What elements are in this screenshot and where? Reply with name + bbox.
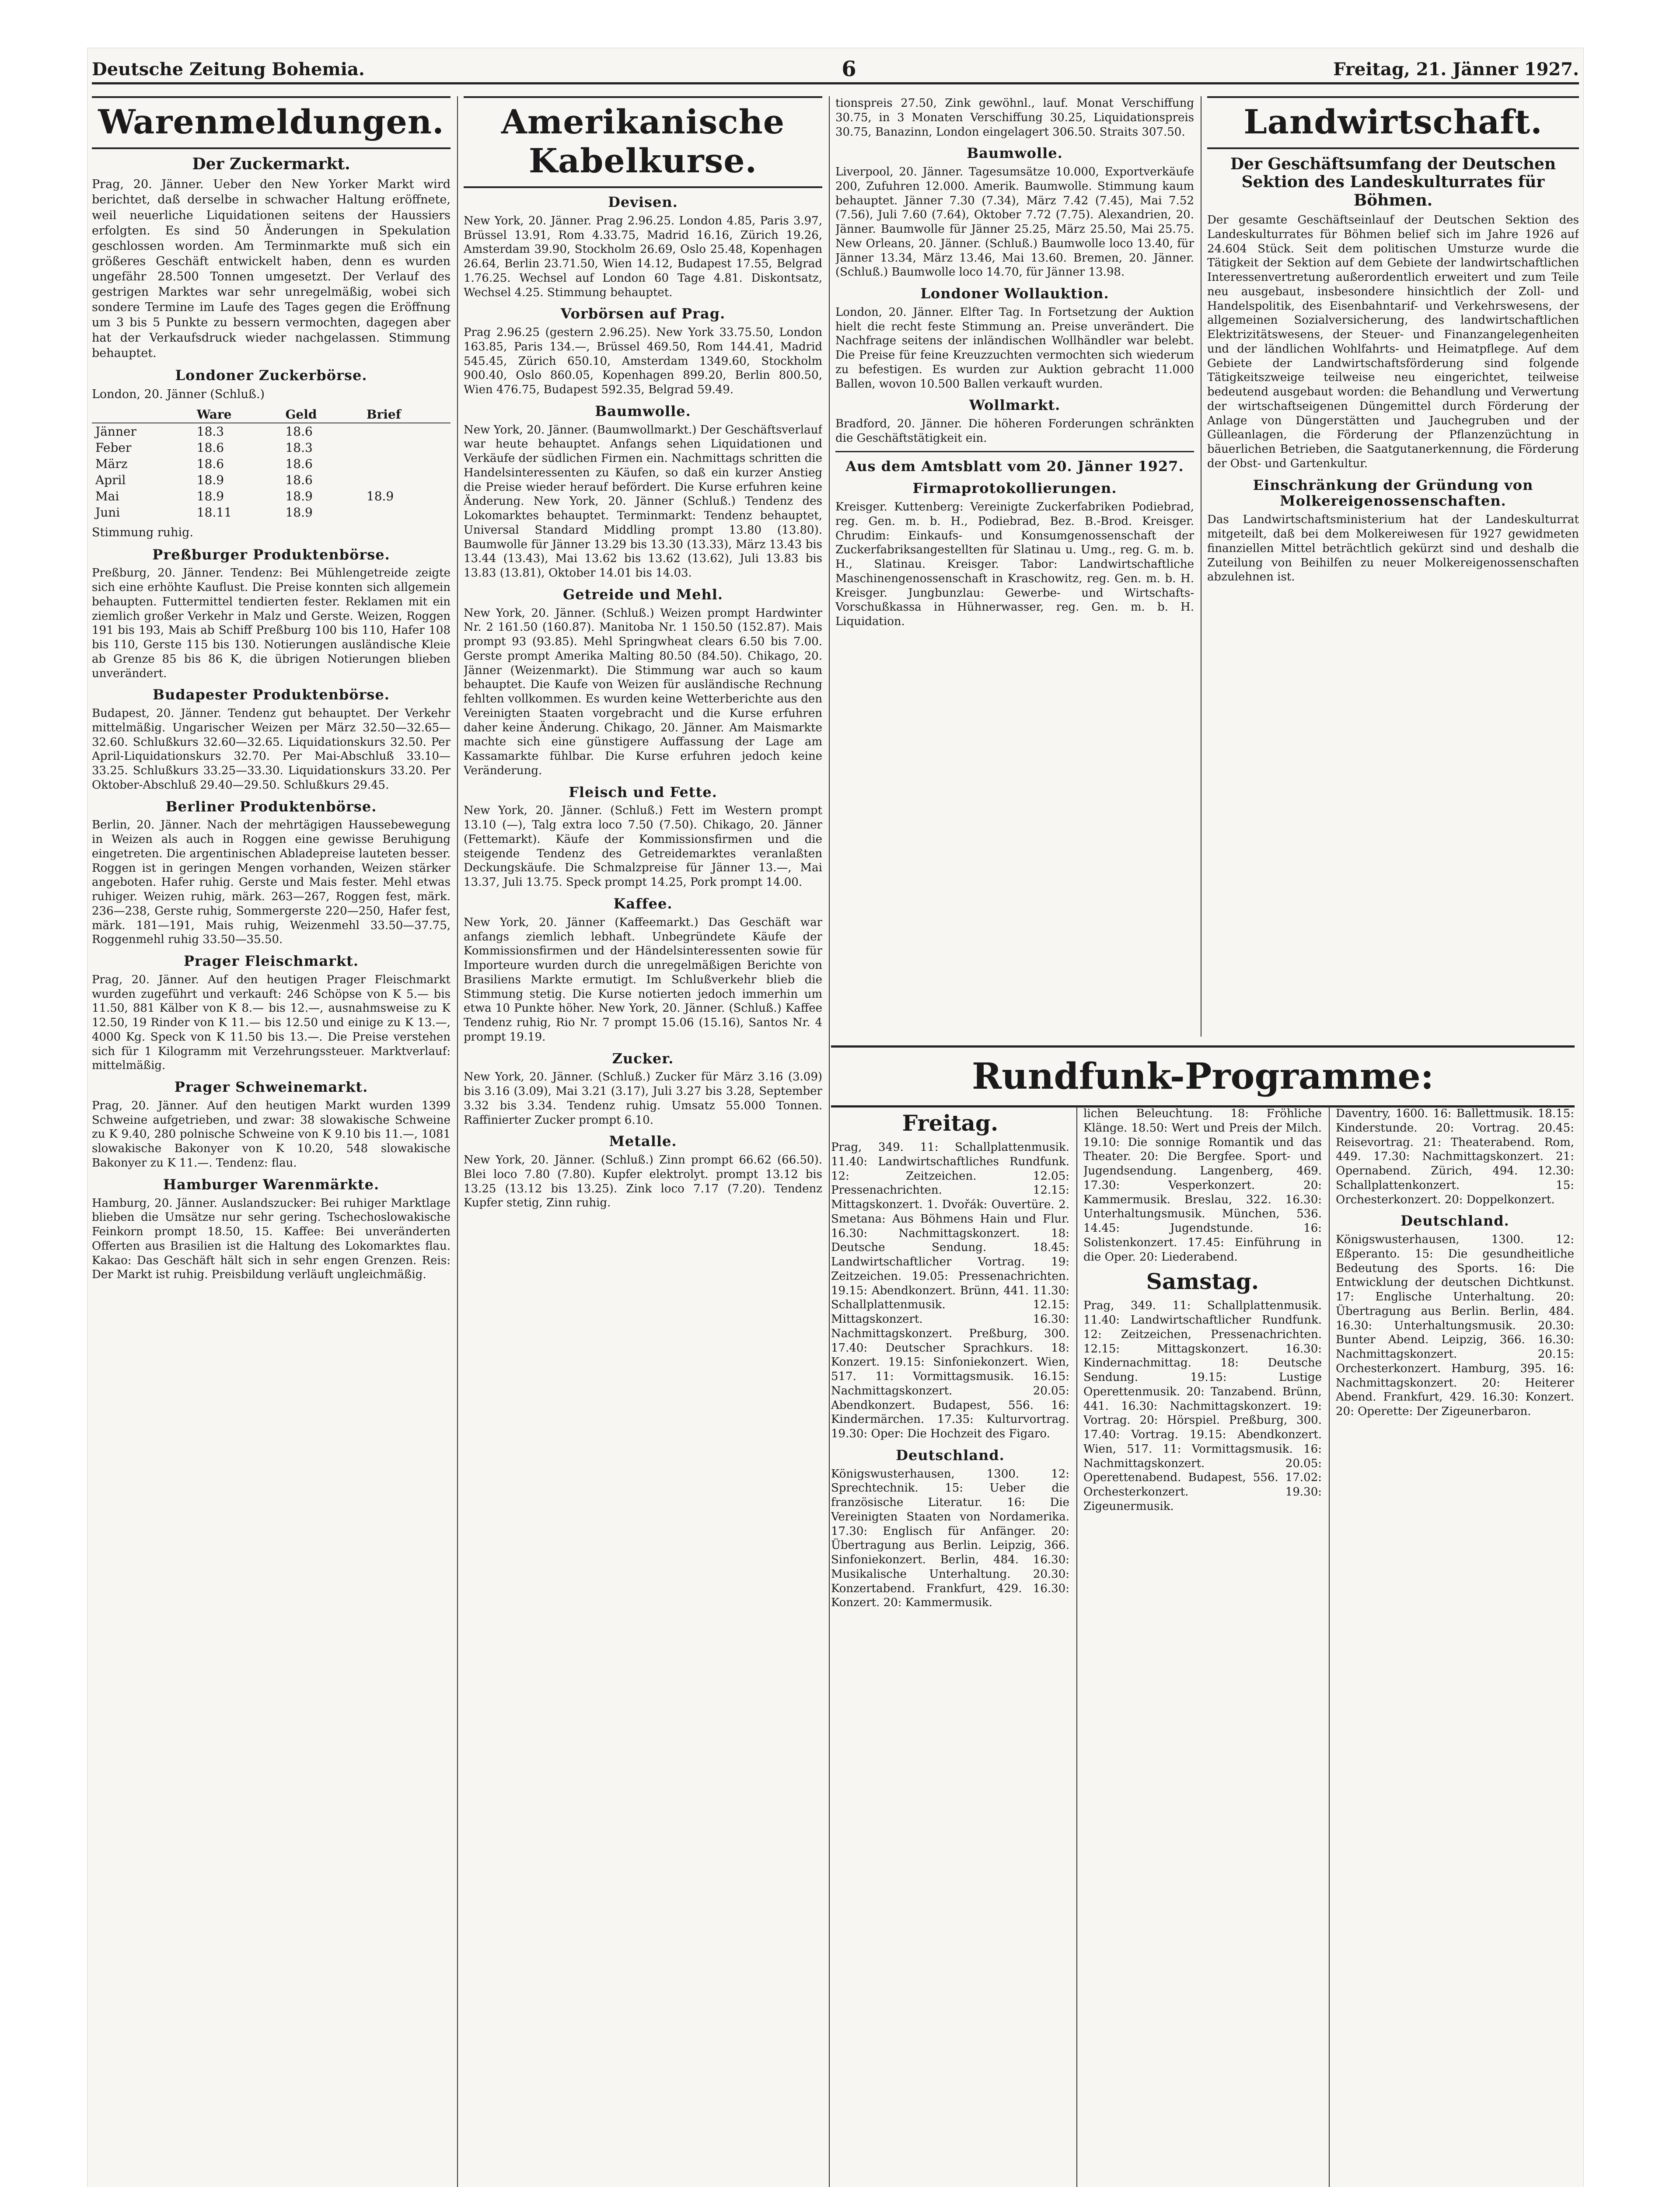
subhead-wollmarkt: Wollmarkt. xyxy=(969,397,1061,414)
rundfunk-column-middle xyxy=(1083,1107,1322,2187)
table-header: Ware xyxy=(193,406,282,423)
program-listing: Königswusterhausen, 1300. 12: Sprechtechnik. 15: Ueber die französische Literatur. 16: Die Vereinigten Staaten von Nordamerika. 17.30: Englisch für Anfänger. 20: Übertragung aus Berlin. Leipzig, 366. Sinfoniekonzert. Berlin, 484. 16.30: Musikalische Unterhaltung. 20.30: Konzertabend. Frankfurt, 429. 16.30: Konzert. 20: Kammermusik. xyxy=(831,1467,1069,1610)
article-prager-fleischmarkt: Prag, 20. Jänner. Auf den heutigen Prager Fleischmarkt wurden zugeführt und verkauft: 246 Schöpse von K 5.— bis 11.50, 881 Kälber von K 8.— bis 12.—, ausnahmsweise zu K 12.50, 19 Rinder von K 11.— bis 12.50 und einige zu K 13.—, 4000 Kg. Speck von K 11.50 bis 13.—. Die Preise verstehen sich für 1 Kilogramm mit Verzehrungssteuer. Marktverlauf: mittelmäßig. xyxy=(92,973,451,1073)
subhead-metalle: Metalle. xyxy=(609,1133,677,1150)
london-price-table xyxy=(92,406,451,521)
subhead-deutschland: Deutschland. xyxy=(896,1446,1005,1464)
article-fleisch-fette: New York, 20. Jänner. (Schluß.) Fett im Western prompt 13.10 (—), Talg extra loco 7.50 (7.50). Chikago, 20. Jänner (Fettemarkt). Käufe der Kommissionsfirmen und die steigende Tendenz des Getreidemarktes veranlaßten Deckungskäufe. Die Schmalzpreise für Jänner 13.—, Mai 13.37, Juli 13.75. Speck prompt 14.25, Pork prompt 14.00. xyxy=(464,804,822,889)
article-pressburg: Preßburg, 20. Jänner. Tendenz: Bei Mühlengetreide zeigte sich eine erhöhte Kauflust. Die Preise konnten sich allgemein behaupten. Futtermittel tendierten fester. Reklamen mit ein ziemlich großer Verkehr in Malz und Gerste. Weizen, Roggen 191 bis 193, Mais ab Schiff Preßburg 100 bis 110, Hafer 108 bis 110, Gerste 115 bis 130. Notierungen ausländische Kleie ab Grenze 85 bis 86 K, die übrigen Notierungen blieben unverändert. xyxy=(92,566,451,680)
subhead-firmaprotokollierungen: Firmaprotokollierungen. xyxy=(912,480,1117,497)
article-landwirtschaft: Der gesamte Geschäftseinlauf der Deutschen Sektion des Landeskulturrates für Böhmen belief sich im Jahre 1926 auf 24.604 Stück. Seit dem politischen Umsturze wurde die Tätigkeit der Sektion auf dem Gebiete der landwirtschaftlichen Interessenvertretung außerordentlich erweitert und zum Teile neu ausgebaut, insbesondere hinsichtlich der Zoll- und Handelspolitik, des Eisenbahntarif- und Verkehrswesens, der allgemeinen Sozialversicherung, des landwirtschaftlichen Elektrizitätswesens, der Steuer- und Finanzangelegenheiten und der ländlichen Wohlfahrts- und Heimatpflege. Auf dem Gebiete der Landwirtschaftsförderung sind folgende Tätigkeitszweige teilweise neu eingerichtet, teilweise bedeutend ausgebaut worden: die Behandlung und Verwertung der wirtschaftseigenen Düngemittel durch Förderung der Anlage von Düngerstätten und Jauchegruben und der Gülleanlagen, die Förderung der Pflanzenzüchtung in bäuerlichen Betrieben, die Saatgutanerkennung, die Förderung der Obst- und Gartenkultur. xyxy=(1207,213,1579,470)
article-molkerei: Das Landwirtschaftsministerium hat der Landeskulturrat mitgeteilt, daß bei dem Molkereiwesen für 1927 gewidmeten finanziellen Mittel beträchtlich gekürzt sind und deshalb die Zuteilung von Beihilfen zu neuer Molkereigenossenschaften abzulehnen ist. xyxy=(1207,513,1579,584)
subhead-deutschland: Deutschland. xyxy=(1401,1212,1509,1230)
column-divider xyxy=(1076,1107,1077,2187)
program-listing: Prag, 349. 11: Schallplattenmusik. 11.40: Landwirtschaftlicher Rundfunk. 12: Zeitzeichen, Pressenachrichten. 12.15: Mittagskonzert. 16.30: Kindernachmittag. 18: Deutsche Sendung. 19.15: Lustige Operettenmusik. 20: Tanzabend. Brünn, 441. 16.30: Nachmittagskonzert. 19: Vortrag. 20: Hörspiel. Preßburg, 300. 17.40: Vortrag. 19.15: Abendkonzert. Wien, 517. 11: Vormittagsmusik. 16: Nachmittagskonzert. 20.05: Operettenabend. Budapest, 556. 17.02: Orchesterkonzert. 19.30: Zigeunermusik. xyxy=(1083,1299,1322,1513)
running-head xyxy=(92,56,1579,84)
article-getreide: New York, 20. Jänner. (Schluß.) Weizen prompt Hardwinter Nr. 2 161.50 (160.87). Manitoba Nr. 1 150.50 (152.87). Mais prompt 93 (93.85). Mehl Springwheat clears 6.50 bis 7.00. Gerste prompt Amerika Malting 80.50 (84.50). Chikago, 20. Jänner (Weizenmarkt). Die Stimmung war auch so kaum behauptet. Die Kaufe von Weizen für ausländische Rechnung fehlten vollkommen. Es wurden keine Wetterberichte aus den Vereinigten Staaten vorgebracht und die Kurse erfuhren daher keine Änderung. Chikago, 20. Jänner. Am Maismarkte machte sich eine günstigere Auffassung der Lage am Kassamarkte fühlbar. Die Kurse erfuhren jedoch keine Veränderung. xyxy=(464,606,822,777)
article-hamburg: Hamburg, 20. Jänner. Auslandszucker: Bei ruhiger Marktlage blieben die Umsätze nur sehr gering. Tschechoslowakische Feinkorn prompt 18.50, 15. Kaffee: Bei unveränderten Offerten aus Brasilien ist die Haltung des Lokomarktes flau. Kakao: Das Geschäft hält sich in sehr engen Grenzen. Reis: Der Markt ist ruhig. Preisbildung verläuft ungleichmäßig. xyxy=(92,1196,451,1282)
newspaper-page xyxy=(87,48,1583,2187)
subhead-devisen: Devisen. xyxy=(608,194,678,210)
headline-kabelkurse: Amerikanische Kabelkurse. xyxy=(464,96,822,188)
column-markets-continued xyxy=(835,96,1194,1037)
rundfunk-section xyxy=(831,1107,1575,2187)
table-row: Jänner 18.3 18.6 xyxy=(95,424,313,439)
subhead-kaffee: Kaffee. xyxy=(613,895,673,912)
subhead-molkerei: Einschränkung der Gründung von Molkereigenossenschaften. xyxy=(1253,476,1533,510)
subhead-geschaeftsumfang: Der Geschäftsumfang der Deutschen Sektion des Landeskulturrates für Böhmen. xyxy=(1230,155,1556,210)
day-heading-samstag: Samstag. xyxy=(1146,1268,1259,1295)
subhead-berlin: Berliner Produktenbörse. xyxy=(165,798,377,815)
column-warenmeldungen xyxy=(92,96,451,2187)
table-row: April 18.9 18.6 xyxy=(95,473,313,488)
subhead-baumwolle: Baumwolle. xyxy=(595,402,691,419)
table-header: Brief xyxy=(363,406,451,423)
subhead-zucker: Zucker. xyxy=(612,1050,674,1067)
subhead-budapest: Budapester Produktenbörse. xyxy=(153,686,390,703)
table-row: Feber 18.6 18.3 xyxy=(95,440,313,455)
article-metalle: New York, 20. Jänner. (Schluß.) Zinn prompt 66.62 (66.50). Blei loco 7.80 (7.80). Kupfer elektrolyt. prompt 13.12 bis 13.25 (13.12 bis 13.25). Zink loco 7.17 (7.20). Tendenz Kupfer stetig, Zinn ruhig. xyxy=(464,1153,822,1210)
article-zuckermarkt: Prag, 20. Jänner. Ueber den New Yorker Markt wird berichtet, daß derselbe in schwacher Haltung eröffnete, weil neuerliche Liquidationen seitens der Haussiers erfolgten. Es sind 50 Änderungen in Spekulation geschlossen worden. Am Terminmarkte muß sich ein größeres Geschäft entwickelt haben, denn es wurden ungefähr 28.500 Tonnen umgesetzt. Der Verlauf des gestrigen Marktes war sehr unregelmäßig, wobei sich sondere Termine im Laufe des Tages gegen die Eröffnung um 3 bis 5 Punkte zu bessern vermochten, dagegen aber hat der Verkaufsdruck wieder nachgelassen. Stimmung behauptet. xyxy=(92,178,451,360)
article-baumwolle-2: Liverpool, 20. Jänner. Tagesumsätze 10.000, Exportverkäufe 200, Zufuhren 12.000. Amerik. Baumwolle. Stimmung kaum behauptet. Jänner 7.30 (7.34), März 7.42 (7.45), Mai 7.52 (7.56), Juli 7.60 (7.64), Oktober 7.72 (7.75). Alexandrien, 20. Jänner. Baumwolle für Jänner 25.25, März 25.50, Mai 25.75. New Orleans, 20. Jänner. (Schluß.) Baumwolle loco 13.40, für Jänner 13.34, März 13.46, Mai 13.60. Bremen, 20. Jänner. (Schluß.) Baumwolle loco 14.70, für Jänner 13.98. xyxy=(835,165,1194,279)
paper-title: Deutsche Zeitung Bohemia. xyxy=(92,59,365,80)
article-berlin: Berlin, 20. Jänner. Nach der mehrtägigen Haussebewegung in Weizen als auch in Roggen eine gewisse Beruhigung eingetreten. Die argentinischen Abladepreise lauteten besser. Roggen ist in geringen Mengen vorhanden, Weizen stärker angeboten. Hafer ruhig. Gerste und Mais fester. Mehl etwas ruhiger. Weizen ruhig, märk. 263—267, Roggen fest, märk. 236—238, Gerste ruhig, Sommergerste 220—250, Hafer fest, märk. 181—191, Mais ruhig, Weizenmehl 33.50—37.75, Roggenmehl ruhig 33.50—35.50. xyxy=(92,818,451,947)
article-baumwolle: New York, 20. Jänner. (Baumwollmarkt.) Der Geschäftsverlauf war heute behauptet. Anfangs sehen Liquidationen und Verkäufe der südlichen Firmen ein. Nachmittags schritten die Handelsinteressenten zu Käufen, so daß ein kurzer Anstieg die Preise wieder herauf befördert. Die Kurse erfuhren keine Änderung. New York, 20. Jänner (Schluß.) Tendenz des Lokomarktes behauptet. Terminmarkt: Tendenz behauptet, Universal Standard Middling prompt 13.80 (13.80). Baumwolle für Jänner 13.29 bis 13.30 (13.33), März 13.43 bis 13.44 (13.43), Mai 13.62 bis 13.62 (13.62), Juli 13.83 bis 13.83 (13.81), Oktober 14.01 bis 14.03. xyxy=(464,423,822,580)
table-header xyxy=(92,406,193,423)
article-wollauktion: London, 20. Jänner. Elfter Tag. In Fortsetzung der Auktion hielt die recht feste Stimmung an. Preise unverändert. Die Nachfrage seitens der inländischen Wollhändler war belebt. Die Preise für feine Kreuzzuchten vermochten sich wiederum zu befestigen. Es wurden zur Auktion gebracht 11.000 Ballen, wovon 10.500 Ballen verkauft wurden. xyxy=(835,305,1194,391)
article-amtsblatt: Kreisger. Kuttenberg: Vereinigte Zuckerfabriken Podiebrad, reg. Gen. m. b. H., Podiebrad, Bez. B.-Brod. Kreisger. Chrudim: Einkaufs- und Konsumgenossenschaft der Zuckerfabriksangestellten für Slatinau u. Umg., reg. G. m. b. H., Slatinau. Kreisger. Tabor: Landwirtschaftliche Maschinengenossenschaft in Kraschowitz, reg. Gen. m. b. H. Kreisger. Jungbunzlau: Gewerbe- und Wirtschafts-Vorschußkassa in Hühnerwasser, reg. Gen. m. b. H. Liquidation. xyxy=(835,500,1194,629)
headline-rundfunk: Rundfunk-Programme: xyxy=(831,1045,1575,1107)
program-listing: lichen Beleuchtung. 18: Fröhliche Klänge. 18.50: Wert und Preis der Milch. 19.10: Die sonnige Romantik und das Theater. 20: Die Bergfee. Sport- und Jugendsendung. Langenberg, 469. 17.30: Vesperkonzert. 20: Kammermusik. Breslau, 322. 16.30: Unterhaltungsmusik. München, 536. 14.45: Jugendstunde. 16: Solistenkonzert. 17.45: Einführung in die Oper. 20: Liederabend. xyxy=(1083,1107,1322,1264)
program-listing: Königswusterhausen, 1300. 12: Eßperanto. 15: Die gesundheitliche Bedeutung des Sports. 16: Die Entwicklung der deutschen Dichtkunst. 17: Englische Unterhaltung. 20: Übertragung aus Berlin. Berlin, 484. 16.30: Unterhaltungsmusik. 20.30: Bunter Abend. Leipzig, 366. 16.30: Nachmittagskonzert. 20.15: Orchesterkonzert. Hamburg, 395. 16: Nachmittagskonzert. 20: Heiterer Abend. Frankfurt, 429. 16.30: Konzert. 20: Operette: Der Zigeunerbaron. xyxy=(1336,1233,1574,1418)
subhead-zuckermarkt: Der Zuckermarkt. xyxy=(192,155,350,173)
subhead-prager-schweinemarkt: Prager Schweinemarkt. xyxy=(174,1079,368,1096)
article-prager-schweinemarkt: Prag, 20. Jänner. Auf den heutigen Markt wurden 1399 Schweine aufgetrieben, und zwar: 38 slowakische Schweine zu K 9.40, 280 polnische Schweine von K 9.10 bis 11.—, 1081 slowakische Bakonyer von K 10.20, 548 slowakische Bakonyer zu K 11.—. Tendenz: flau. xyxy=(92,1099,451,1170)
article-metal-continuation: tionspreis 27.50, Zink gewöhnl., lauf. Monat Verschiffung 30.75, in 3 Monaten Verschiffung 30.25, Liquidationspreis 30.75, Banazinn, London eingelagert 306.50. Straits 307.50. xyxy=(835,97,1194,139)
day-heading-freitag: Freitag. xyxy=(902,1110,999,1136)
article-wollmarkt: Bradford, 20. Jänner. Die höheren Forderungen schränkten die Geschäftstätigkeit ein. xyxy=(835,417,1194,445)
column-landwirtschaft xyxy=(1207,96,1579,1037)
subhead-fleisch-fette: Fleisch und Fette. xyxy=(569,783,717,800)
headline-warenmeldungen: Warenmeldungen. xyxy=(92,96,451,149)
article-vorboersen: Prag 2.96.25 (gestern 2.96.25). New York 33.75.50, London 163.85, Paris 134.—, Brüssel 469.50, Rom 144.41, Madrid 545.45, Zürich 650.10, Amsterdam 1349.60, Stockholm 900.40, Oslo 860.05, Kopenhagen 899.20, Berlin 800.50, Wien 476.75, Budapest 592.35, Belgrad 59.49. xyxy=(464,326,822,397)
rundfunk-column-freitag xyxy=(831,1107,1069,2187)
subhead-amtsblatt: Aus dem Amtsblatt vom 20. Jänner 1927. xyxy=(845,458,1184,475)
subhead-prager-fleischmarkt: Prager Fleischmarkt. xyxy=(183,953,359,970)
table-row: Mai 18.9 18.9 18.9 xyxy=(95,489,394,504)
column-divider xyxy=(829,96,830,2187)
article-kaffee: New York, 20. Jänner (Kaffeemarkt.) Das Geschäft war anfangs ziemlich lebhaft. Unbegründete Käufe der Kommissionsfirmen und der Händelsinteressenten sowie für Importeure wurden durch die unregelmäßigen Berichte von Brasiliens Markte ermutigt. Im Schlußverkehr blieb die Stimmung stetig. Die Kurse notierten jedoch immerhin um etwa 10 Punkte höher. New York, 20. Jänner. (Schluß.) Kaffee Tendenz ruhig, Rio Nr. 7 prompt 15.06 (15.16), Santos Nr. 4 prompt 19.19. xyxy=(464,915,822,1044)
program-listing: Daventry, 1600. 16: Ballettmusik. 18.15: Kinderstunde. 20: Vortrag. 20.45: Reisevortrag. 21: Theaterabend. Rom, 449. 17.30: Nachmittagskonzert. 21: Opernabend. Zürich, 494. 12.30: Schallplattenkonzert. 15: Orchesterkonzert. 20: Doppelkonzert. xyxy=(1336,1107,1574,1206)
page-number: 6 xyxy=(842,57,856,81)
article-devisen: New York, 20. Jänner. Prag 2.96.25. London 4.85, Paris 3.97, Brüssel 13.91, Rom 4.33.75, Madrid 16.16, Zürich 19.26, Amsterdam 39.90, Stockholm 26.69, Oslo 25.48, Kopenhagen 26.64, Berlin 23.71.50, Wien 14.12, Budapest 17.55, Belgrad 1.76.25. Wechsel auf London 60 Tage 4.81. Diskontsatz, Wechsel 4.25. Stimmung behauptet. xyxy=(464,214,822,299)
subhead-getreide: Getreide und Mehl. xyxy=(562,586,723,603)
subhead-wollauktion: Londoner Wollauktion. xyxy=(920,285,1109,302)
issue-date: Freitag, 21. Jänner 1927. xyxy=(1333,59,1579,80)
column-divider xyxy=(457,96,458,2187)
section-rule xyxy=(835,451,1194,452)
column-kabelkurse xyxy=(464,96,822,2187)
subhead-pressburg: Preßburger Produktenbörse. xyxy=(152,546,390,563)
article-zucker: New York, 20. Jänner. (Schluß.) Zucker für März 3.16 (3.09) bis 3.16 (3.09), Mai 3.21 (3.17), Juli 3.27 bis 3.28, September 3.32 bis 3.34. Tendenz ruhig. Umsatz 55.000 Tonnen. Raffinierter Zucker prompt 6.10. xyxy=(464,1070,822,1127)
article-budapest: Budapest, 20. Jänner. Tendenz gut behauptet. Der Verkehr mittelmäßig. Ungarischer Weizen per März 32.50—32.65—32.60. Schlußkurs 32.60—32.65. Liquidationskurs 32.50. Per April-Liquidationskurs 32.70. Per Mai-Abschluß 33.10—33.25. Schlußkurs 33.25—33.30. Liquidationskurs 33.20. Per Oktober-Abschluß 29.40—29.50. Schlußkurs 29.45. xyxy=(92,707,451,792)
london-dateline: London, 20. Jänner (Schluß.) xyxy=(92,388,265,402)
subhead-baumwolle-2: Baumwolle. xyxy=(967,145,1063,162)
table-row: März 18.6 18.6 xyxy=(95,457,313,472)
table-row: Juni 18.11 18.9 xyxy=(95,505,313,520)
rundfunk-column-right xyxy=(1336,1107,1574,2187)
subhead-hamburg: Hamburger Warenmärkte. xyxy=(163,1176,380,1193)
headline-landwirtschaft: Landwirtschaft. xyxy=(1207,96,1579,149)
subhead-vorboersen: Vorbörsen auf Prag. xyxy=(560,305,726,322)
column-divider xyxy=(1329,1107,1330,2187)
program-listing: Prag, 349. 11: Schallplattenmusik. 11.40: Landwirtschaftliches Rundfunk. 12: Zeitzeichen. 12.05: Pressenachrichten. 12.15: Mittagskonzert. 1. Dvořák: Ouvertüre. 2. Smetana: Aus Böhmens Hain und Flur. 16.30: Nachmittagskonzert. 18: Deutsche Sendung. 18.45: Landwirtschaftlicher Vortrag. 19: Zeitzeichen. 19.05: Pressenachrichten. 19.15: Abendkonzert. Brünn, 441. 11.30: Schallplattenmusik. 12.15: Mittagskonzert. 16.30: Nachmittagskonzert. Preßburg, 300. 17.40: Deutscher Sprachkurs. 18: Konzert. 19.15: Sinfoniekonzert. Wien, 517. 11: Vormittagsmusik. 16.15: Nachmittagskonzert. 20.05: Abendkonzert. Budapest, 556. 16: Kindermärchen. 17.35: Kulturvortrag. 19.30: Oper: Die Hochzeit des Figaro. xyxy=(831,1141,1069,1440)
table-header: Geld xyxy=(282,406,363,423)
london-note: Stimmung ruhig. xyxy=(92,526,194,540)
subhead-londoner-zuckerboerse: Londoner Zuckerbörse. xyxy=(175,367,367,384)
